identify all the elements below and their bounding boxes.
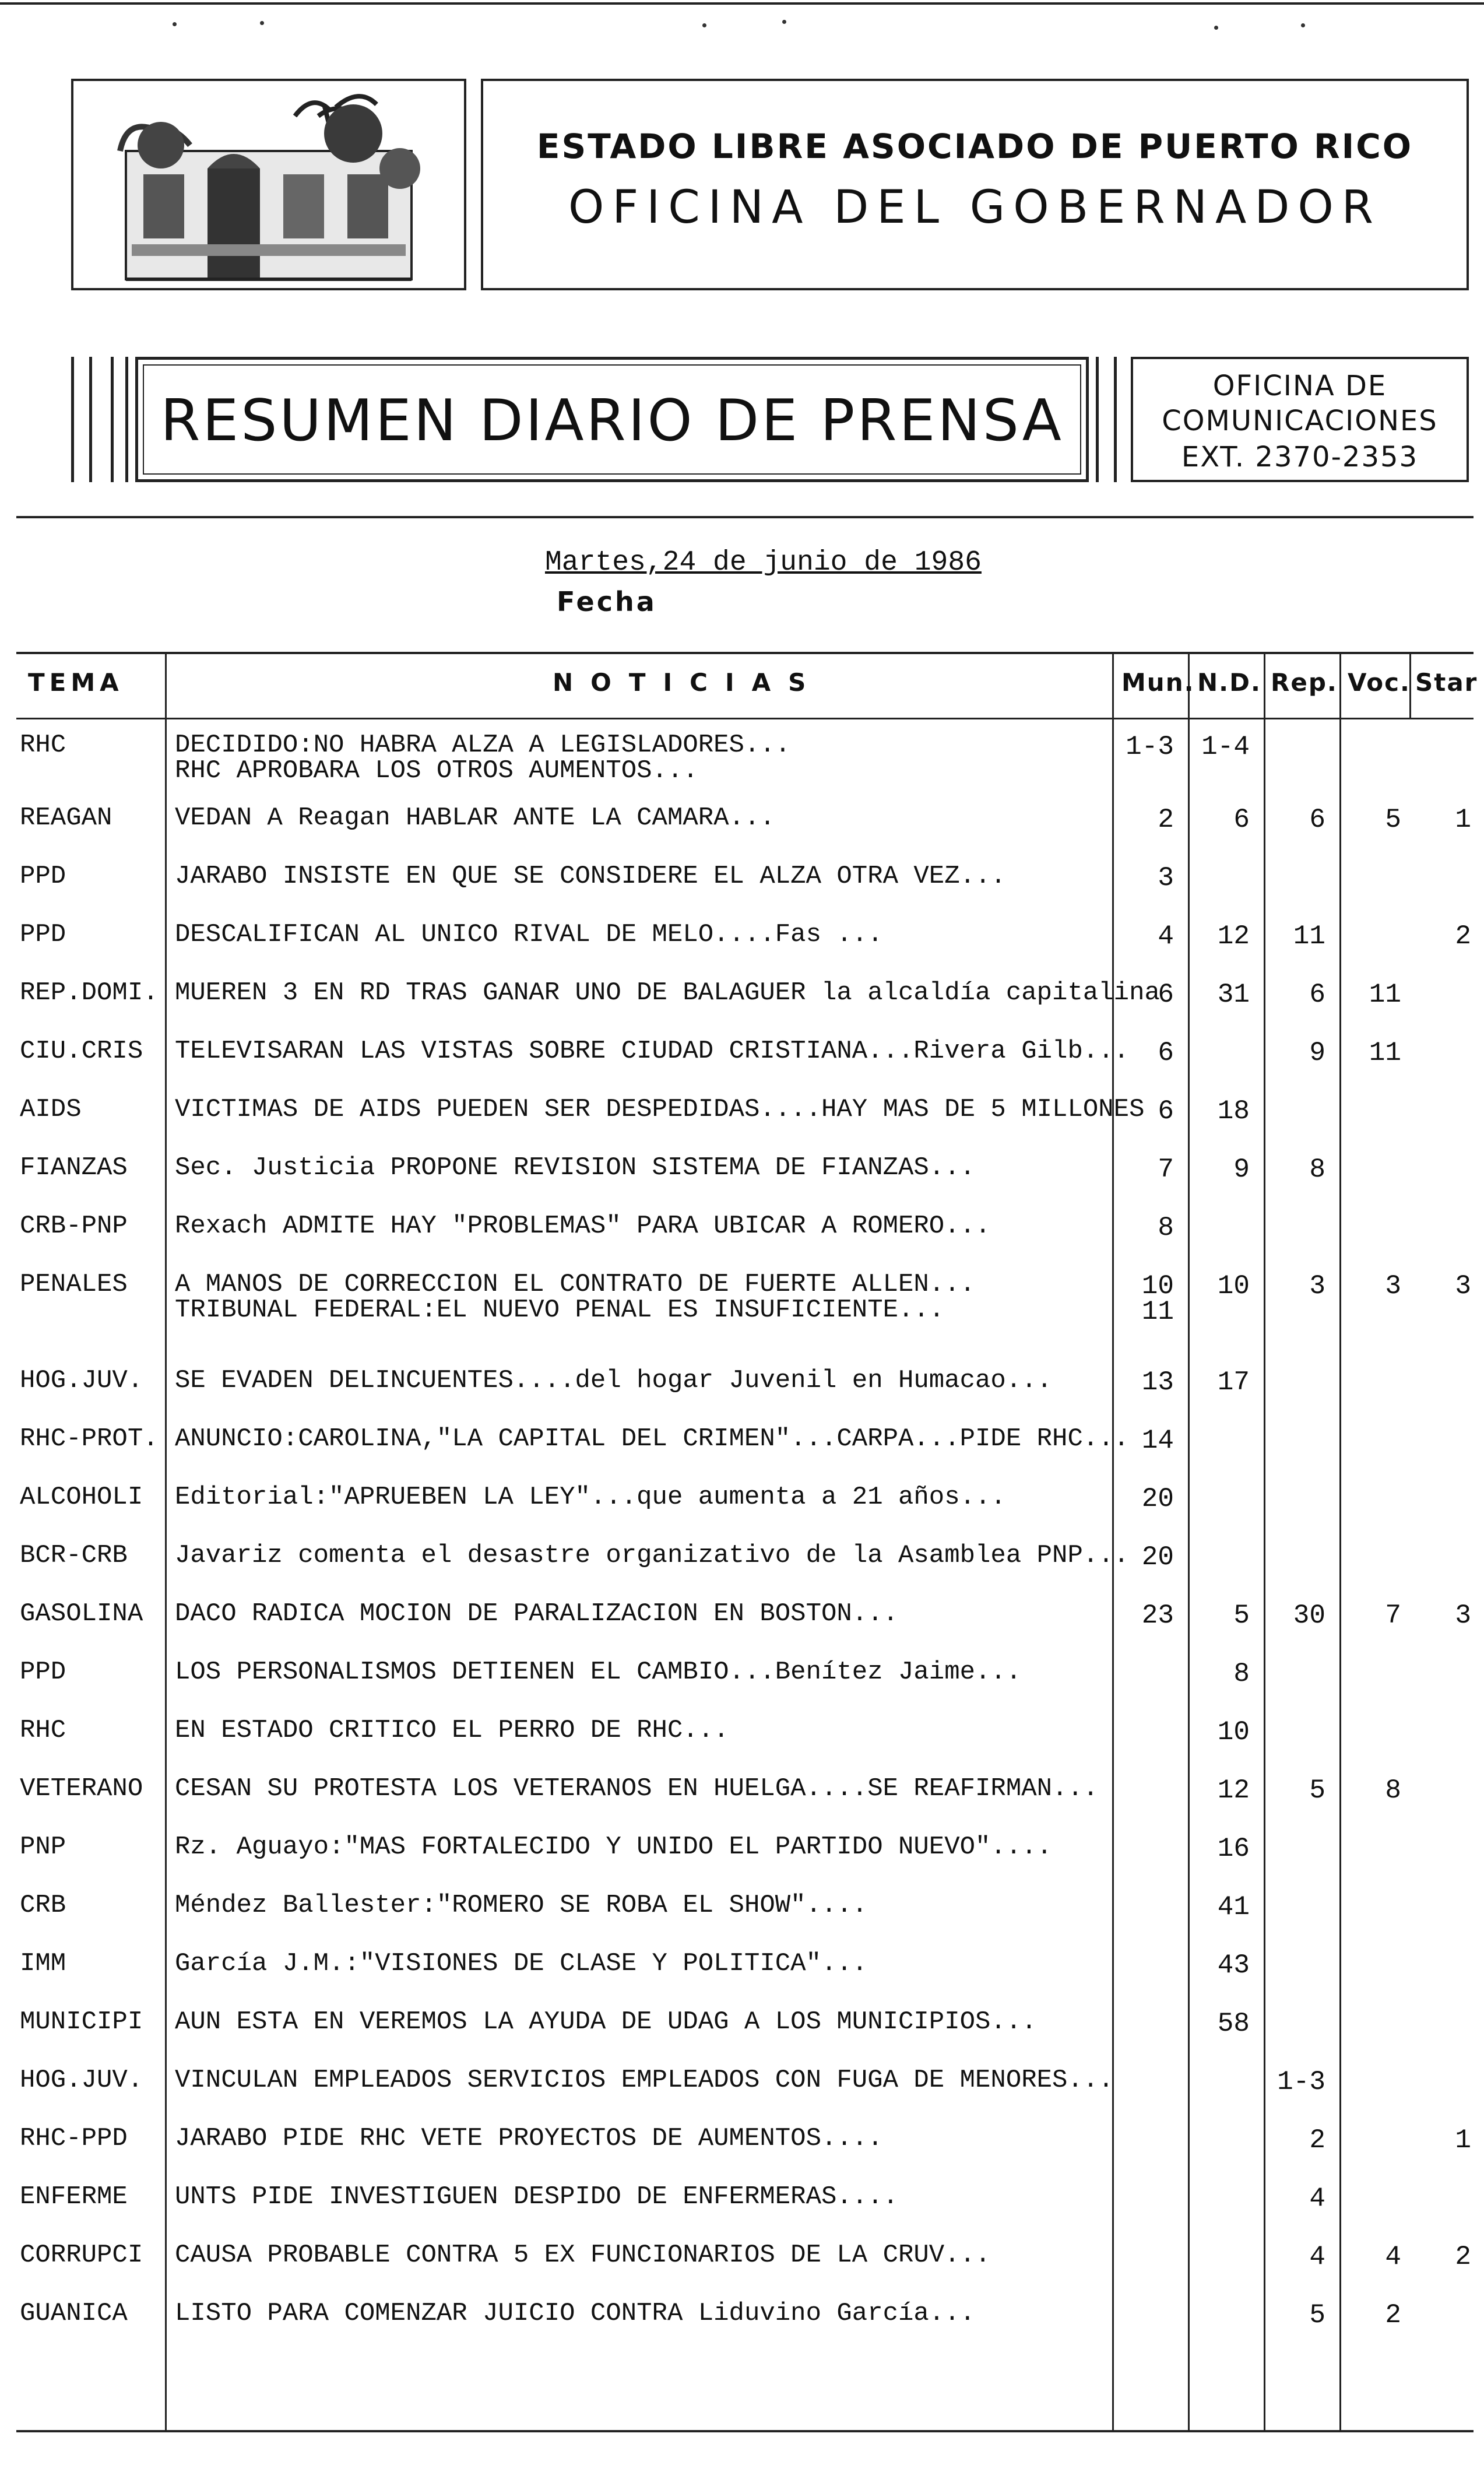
row-page-star: 3 [1455,1271,1471,1301]
speck [1301,23,1305,27]
row-tema: ENFERME [20,2182,128,2211]
row-noticia: Sec. Justicia PROPONE REVISION SISTEMA DE FIANZAS... [175,1153,976,1182]
table-row [16,1541,1474,1599]
table-row [16,1832,1474,1890]
row-tema: CRB [20,1891,66,1920]
news-table [16,652,1478,2433]
row-noticia: UNTS PIDE INVESTIGUEN DESPIDO DE ENFERMERAS.... [175,2182,899,2211]
col-header-voc: Voc. [1348,668,1411,697]
table-row [16,731,1474,788]
table-row [16,1366,1474,1424]
row-tema: BCR-CRB [20,1541,128,1570]
col-header-nd: N.D. [1197,668,1261,697]
table-header-rule [16,718,1474,719]
row-page-rep: 4 [1309,2242,1325,2272]
row-page-rep: 6 [1309,979,1325,1010]
row-tema: CIU.CRIS [20,1037,143,1066]
row-noticia: DESCALIFICAN AL UNICO RIVAL DE MELO....Fas ... [175,920,883,949]
row-page-nd: 58 [1217,2009,1250,2039]
row-tema: ALCOHOLI [20,1483,143,1512]
table-row [16,2299,1474,2357]
row-noticia: Rexach ADMITE HAY "PROBLEMAS" PARA UBICAR A ROMERO... [175,1212,991,1241]
row-tema: PENALES [20,1270,128,1299]
row-noticia: MUEREN 3 EN RD TRAS GANAR UNO DE BALAGUER la alcaldía capitalina [175,978,1160,1007]
table-row [16,978,1474,1036]
row-page-nd: 8 [1233,1659,1250,1689]
row-page-voc: 5 [1385,805,1401,835]
row-page-rep: 1-3 [1277,2067,1325,2097]
row-noticia: DACO RADICA MOCION DE PARALIZACION EN BOSTON... [175,1599,899,1628]
speck [260,21,264,25]
speck [173,22,177,26]
row-page-nd: 5 [1233,1600,1250,1631]
table-row [16,920,1474,978]
row-noticia: ANUNCIO:CAROLINA,"LA CAPITAL DEL CRIMEN"...CARPA...PIDE RHC... [175,1424,1130,1453]
row-noticia: CAUSA PROBABLE CONTRA 5 EX FUNCIONARIOS DE LA CRUV... [175,2241,991,2270]
row-page-voc: 7 [1385,1600,1401,1631]
row-page-rep: 2 [1309,2125,1325,2155]
row-page-nd: 12 [1217,921,1250,951]
col-header-tema: TEMA [28,668,124,697]
banner-title: RESUMEN DIARIO DE PRENSA [160,388,1064,454]
row-tema: RHC-PPD [20,2124,128,2153]
row-page-nd: 43 [1217,1950,1250,1981]
row-noticia: VICTIMAS DE AIDS PUEDEN SER DESPEDIDAS....HAY MAS DE 5 MILLONES [175,1095,1145,1124]
table-row [16,1599,1474,1657]
row-page-mun: 4 [1158,921,1174,951]
row-noticia: JARABO INSISTE EN QUE SE CONSIDERE EL ALZA OTRA VEZ... [175,862,1006,891]
title-office: OFICINA DEL GOBERNADOR [568,181,1381,234]
row-noticia: Méndez Ballester:"ROMERO SE ROBA EL SHOW".... [175,1891,868,1920]
row-page-mun: 1-3 [1126,732,1174,762]
row-page-voc: 11 [1369,979,1401,1010]
row-page-star: 2 [1455,2242,1471,2272]
table-row [16,1483,1474,1540]
row-page-voc: 3 [1385,1271,1401,1301]
row-page-mun: 8 [1158,1213,1174,1243]
row-page-mun: 6 [1158,1038,1174,1068]
row-tema: REP.DOMI. [20,978,159,1007]
row-tema: HOG.JUV. [20,2066,143,2095]
top-rule [0,2,1484,5]
row-page-mun-secondary: 11 [1141,1297,1174,1327]
table-row [16,1424,1474,1482]
row-page-rep: 11 [1293,921,1325,951]
decorative-bars-left [71,357,92,482]
row-noticia: VINCULAN EMPLEADOS SERVICIOS EMPLEADOS CON FUGA DE MENORES... [175,2066,1114,2095]
office-line2: COMUNICACIONES [1162,405,1438,437]
table-row [16,2124,1474,2182]
row-tema: FIANZAS [20,1153,128,1182]
row-page-nd: 16 [1217,1834,1250,1864]
row-page-star: 1 [1455,2125,1471,2155]
row-page-nd: 10 [1217,1717,1250,1747]
row-tema: HOG.JUV. [20,1366,143,1395]
speck [1214,26,1218,30]
table-row [16,1658,1474,1715]
row-noticia-secondary: TRIBUNAL FEDERAL:EL NUEVO PENAL ES INSUFICIENTE... [175,1295,945,1325]
office-line1: OFICINA DE [1212,370,1387,402]
row-page-nd: 6 [1233,805,1250,835]
row-page-rep: 6 [1309,805,1325,835]
row-page-mun: 7 [1158,1154,1174,1185]
row-tema: AIDS [20,1095,82,1124]
speck [782,20,786,24]
row-page-nd: 41 [1217,1892,1250,1922]
row-page-mun: 2 [1158,805,1174,835]
decorative-bars-left [111,357,128,482]
row-page-voc: 8 [1385,1775,1401,1806]
row-noticia: García J.M.:"VISIONES DE CLASE Y POLITICA"... [175,1949,868,1978]
row-noticia: VEDAN A Reagan HABLAR ANTE LA CAMARA... [175,803,775,833]
row-page-rep: 4 [1309,2183,1325,2214]
decorative-bars-right [1096,357,1117,482]
title-commonwealth: ESTADO LIBRE ASOCIADO DE PUERTO RICO [536,127,1413,166]
row-noticia: CESAN SU PROTESTA LOS VETERANOS EN HUELGA....SE REAFIRMAN... [175,1774,1099,1803]
row-tema: MUNICIPI [20,2007,143,2036]
row-page-mun: 3 [1158,863,1174,893]
row-page-mun: 20 [1141,1484,1174,1514]
table-row [16,862,1474,919]
speck [702,23,706,27]
row-page-star: 1 [1455,805,1471,835]
table-row [16,2066,1474,2123]
table-row [16,1949,1474,2007]
row-noticia: DECIDIDO:NO HABRA ALZA A LEGISLADORES... [175,731,791,760]
row-page-mun: 10 [1141,1271,1174,1301]
governor-office-logo [71,79,466,290]
row-page-nd: 17 [1217,1367,1250,1397]
row-page-rep: 30 [1293,1600,1325,1631]
date-value: Martes,24 de junio de 1986 [545,547,982,578]
table-row [16,1153,1474,1211]
row-page-mun: 6 [1158,979,1174,1010]
row-tema: RHC [20,1716,66,1745]
row-noticia: TELEVISARAN LAS VISTAS SOBRE CIUDAD CRISTIANA...Rivera Gilb... [175,1037,1130,1066]
row-page-mun: 13 [1141,1367,1174,1397]
row-page-nd: 9 [1233,1154,1250,1185]
row-noticia: EN ESTADO CRITICO EL PERRO DE RHC... [175,1716,729,1745]
row-tema: CRB-PNP [20,1212,128,1241]
col-header-noticias: NOTICIAS [553,668,824,697]
row-page-rep: 3 [1309,1271,1325,1301]
row-tema: RHC-PROT. [20,1424,159,1453]
communications-office-box [1131,357,1469,482]
row-page-nd: 18 [1217,1096,1250,1126]
office-extension: EXT. 2370-2353 [1181,441,1419,473]
row-tema: PPD [20,920,66,949]
row-page-rep: 8 [1309,1154,1325,1185]
row-page-rep: 9 [1309,1038,1325,1068]
title-box [481,79,1469,290]
row-page-rep: 5 [1309,1775,1325,1806]
row-noticia: Editorial:"APRUEBEN LA LEY"...que aumenta a 21 años... [175,1483,1006,1512]
row-page-voc: 2 [1385,2300,1401,2330]
table-row [16,2182,1474,2240]
table-bottom-rule [16,2430,1474,2432]
table-row [16,1095,1474,1153]
row-page-voc: 4 [1385,2242,1401,2272]
row-noticia: Rz. Aguayo:"MAS FORTALECIDO Y UNIDO EL PARTIDO NUEVO".... [175,1832,1053,1862]
row-noticia: AUN ESTA EN VEREMOS LA AYUDA DE UDAG A LOS MUNICIPIOS... [175,2007,1037,2036]
row-page-mun: 20 [1141,1542,1174,1572]
row-tema: VETERANO [20,1774,143,1803]
row-noticia: Javariz comenta el desastre organizativo de la Asamblea PNP... [175,1541,1130,1570]
table-row [16,1212,1474,1269]
divider [16,516,1474,518]
table-top-rule [16,652,1474,654]
row-noticia-secondary: RHC APROBARA LOS OTROS AUMENTOS... [175,756,698,785]
row-tema: IMM [20,1949,66,1978]
col-header-star: Star [1415,668,1478,697]
row-noticia: JARABO PIDE RHC VETE PROYECTOS DE AUMENTOS.... [175,2124,883,2153]
row-tema: RHC [20,731,66,760]
row-page-mun: 23 [1141,1600,1174,1631]
table-row [16,1270,1474,1328]
col-header-rep: Rep. [1271,668,1338,697]
banner-box [135,357,1089,482]
row-tema: GUANICA [20,2299,128,2328]
row-noticia: LISTO PARA COMENZAR JUICIO CONTRA Liduvino García... [175,2299,976,2328]
date-label: Fecha [557,586,657,617]
row-page-nd: 10 [1217,1271,1250,1301]
row-page-nd: 31 [1217,979,1250,1010]
row-noticia: LOS PERSONALISMOS DETIENEN EL CAMBIO...Benítez Jaime... [175,1658,1022,1687]
row-page-star: 3 [1455,1600,1471,1631]
table-row [16,2241,1474,2298]
row-tema: CORRUPCI [20,2241,143,2270]
row-page-voc: 11 [1369,1038,1401,1068]
row-page-rep: 5 [1309,2300,1325,2330]
row-noticia: SE EVADEN DELINCUENTES....del hogar Juvenil en Humacao... [175,1366,1053,1395]
row-noticia: A MANOS DE CORRECCION EL CONTRATO DE FUERTE ALLEN... [175,1270,976,1299]
row-page-mun: 6 [1158,1096,1174,1126]
table-row [16,1774,1474,1832]
row-tema: REAGAN [20,803,112,833]
table-row [16,803,1474,861]
table-row [16,2007,1474,2065]
table-row [16,1037,1474,1094]
row-tema: GASOLINA [20,1599,143,1628]
col-header-mun: Mun. [1121,668,1195,697]
row-tema: PNP [20,1832,66,1862]
row-tema: PPD [20,1658,66,1687]
table-row [16,1891,1474,1948]
row-page-nd: 1-4 [1201,732,1250,762]
row-page-nd: 12 [1217,1775,1250,1806]
table-row [16,1716,1474,1774]
row-tema: PPD [20,862,66,891]
row-page-star: 2 [1455,921,1471,951]
row-page-mun: 14 [1141,1425,1174,1456]
building-illustration-icon [73,81,464,288]
